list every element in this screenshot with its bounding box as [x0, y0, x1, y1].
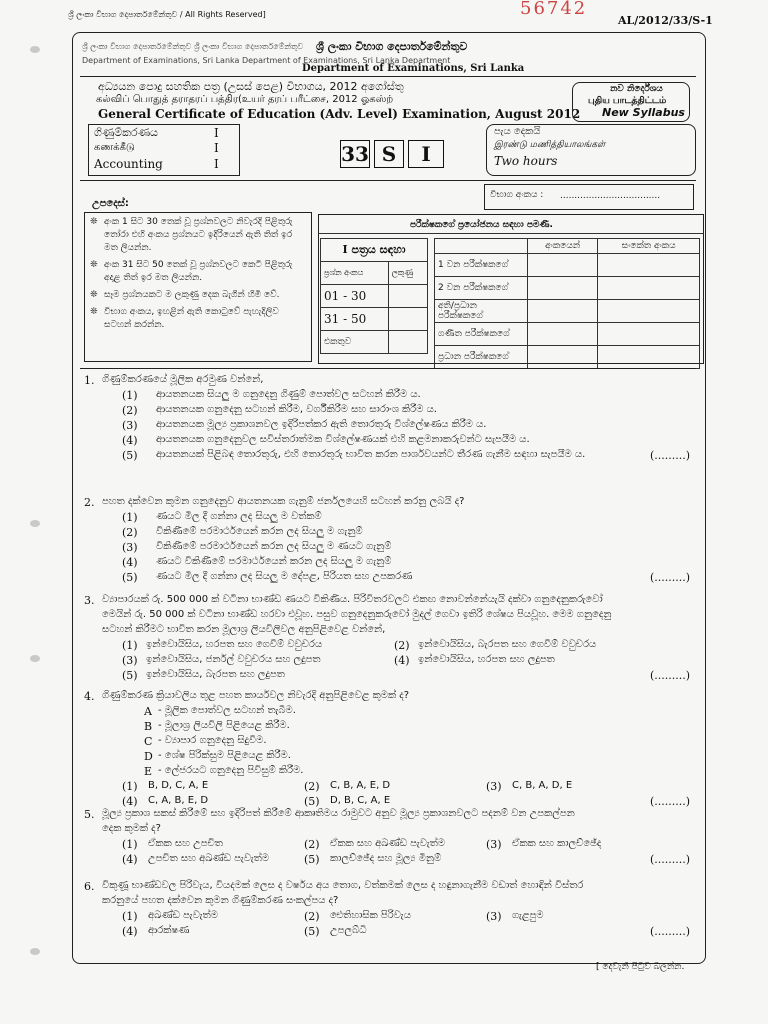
mark-cell[interactable] — [528, 300, 598, 323]
option-text[interactable]: ආයතනයක ගනුදෙනු සටහන් කිරීම, වර්ගීකිරීම සහ සාරාංශ කිරීම ය. — [156, 404, 437, 415]
option-key[interactable]: (5) — [304, 925, 320, 938]
duration-si: පැය දෙකයි — [494, 126, 541, 137]
statement-text: - ලේජරයට ගනුදෙනු පිවිසුම් කිරීම. — [158, 765, 304, 776]
total-label: එකතුව — [321, 331, 389, 354]
option-text[interactable]: විකිණීමේ පරමාර්ථයෙන් කරන ලද සියලු ම ගැනුම් — [156, 526, 363, 537]
examiner-signature-table — [434, 238, 700, 369]
option-text[interactable]: ණයට මිල දී ගන්නා ලද සියලු ම දේපළ, පිරියත සහ උපකරණ — [156, 571, 413, 582]
statement-text: - මූලික පොත්වල සටහන් තැබීම. — [158, 705, 296, 716]
subject-en: Accounting — [94, 157, 163, 171]
question-stem: කරනුයේ පහත දක්වෙන කුමන ගිණුම්කරණ සංකල්පය ද? — [102, 895, 339, 906]
examiner-role: 1 වන පරීක්ෂකගේ — [435, 254, 528, 277]
syllabus-si: නව නිර්දේශය — [610, 84, 663, 94]
option-text[interactable]: ඉන්වොයිසිය, බැරපත සහ ගෙවීම් වවුචරය — [418, 639, 597, 650]
answer-blank[interactable]: (.........) — [650, 925, 691, 938]
option-key[interactable]: (2) — [304, 838, 320, 851]
option-text[interactable]: ණයට මිල දී ගන්නා ලද සියලු ම වත්කම් — [156, 511, 322, 522]
option-text[interactable]: D, B, C, A, E — [330, 795, 391, 806]
code-cell[interactable] — [598, 323, 700, 346]
option-key[interactable]: (4) — [122, 556, 138, 569]
department-si: ශ්‍රී ලංකා විභාග දෙපාර්තමේන්තුව — [316, 40, 468, 53]
mark-cell[interactable] — [528, 346, 598, 369]
paper-numeral: I — [214, 157, 219, 171]
option-text[interactable]: C, B, A, E, D — [330, 780, 391, 791]
option-key[interactable]: (5) — [122, 669, 138, 682]
option-key[interactable]: (3) — [122, 541, 138, 554]
col-marks: ලකුණු — [388, 262, 427, 285]
option-key[interactable]: (5) — [122, 571, 138, 584]
question-number: 4. — [84, 690, 95, 703]
option-key[interactable]: (5) — [304, 853, 320, 866]
col-question-no: ප්‍රශ්න අංකය — [321, 262, 389, 285]
option-key[interactable]: (4) — [122, 853, 138, 866]
option-text[interactable]: ආයතනයක ගනුදෙනුවල සවිස්තරාත්මක විශ්ලේෂණයක් එහි කළමනාකරුවන්ට සැපයීම ය. — [156, 434, 530, 445]
question-number: 3. — [84, 594, 95, 607]
option-text[interactable]: ණයට විකිණීමේ පරමාර්ථයෙන් කරන ලද සියලු ම ගැනුම් — [156, 556, 392, 567]
option-text[interactable]: ආරක්ෂණ — [148, 925, 190, 936]
option-text[interactable]: C, B, A, D, E — [512, 780, 573, 791]
code-box-subject: 33 — [341, 142, 369, 166]
option-text[interactable]: උපලබ්ධි — [330, 925, 367, 936]
option-text[interactable]: ඒකක සහ අඛණ්ඩ පැවැත්ම — [330, 838, 446, 849]
turn-over-note: [ දෙවැනි පිටුව බලන්න. — [596, 962, 685, 972]
code-cell[interactable] — [598, 277, 700, 300]
option-text[interactable]: ඉන්වොයිසිය, ජර්නල් වවුචරය සහ ලදුපත — [146, 654, 321, 665]
option-key[interactable]: (2) — [394, 639, 410, 652]
option-key[interactable]: (3) — [122, 654, 138, 667]
binder-hole — [30, 655, 40, 662]
option-key[interactable]: (4) — [122, 434, 138, 447]
option-text[interactable]: උපචිත සහ අඛණ්ඩ පැවැත්ම — [148, 853, 270, 864]
option-key[interactable]: (3) — [122, 419, 138, 432]
option-text[interactable]: ආයතනයක මූල්‍ය ප්‍රකාශනවල ඉදිරිපත්කර ඇති තොරතුරු විශ්ලේෂණය කිරීම ය. — [156, 419, 487, 430]
examiner-role: අති/ප්‍රධාන පරීක්ෂකගේ — [435, 300, 528, 323]
code-box-stream: S — [374, 140, 404, 168]
examiner-panel-title: පරීක්ෂකගේ ප්‍රයෝජනය සඳහා පමණි. — [410, 220, 553, 230]
instruction-item: ❊ අංක 31 සිට 50 තෙක් වූ ප්‍රශ්නවලට කෙටි පිළිතුරු අදාළ තිත් ඉර මත ලියන්න. — [90, 260, 293, 283]
binder-hole — [30, 948, 40, 955]
option-key[interactable]: (1) — [122, 780, 138, 793]
option-text[interactable]: ඒකක සහ කාලච්ඡේද — [512, 838, 602, 849]
divider — [80, 180, 696, 181]
option-text[interactable]: ඉන්වොයිසිය, බැරපත සහ ලදුපත — [146, 669, 285, 680]
binder-hole — [30, 46, 40, 53]
question-stem: ගිණුම්කරණ ක්‍රියාවලිය තුළ පහත කාර්යවල නිවැරදි අනුපිළිවෙළ කුමක් ද? — [102, 690, 410, 701]
option-text[interactable]: අඛණ්ඩ පැවැත්ම — [148, 910, 218, 921]
divider — [80, 368, 696, 369]
option-key[interactable]: (3) — [486, 838, 502, 851]
total-cell[interactable] — [388, 331, 427, 354]
answer-blank[interactable]: (.........) — [650, 795, 691, 808]
option-key[interactable]: (1) — [122, 910, 138, 923]
option-text[interactable]: ඉන්වොයිසිය, හරපත සහ ලදුපත — [418, 654, 555, 665]
option-key[interactable]: (5) — [304, 795, 320, 808]
option-key[interactable]: (1) — [122, 389, 138, 402]
statement-letter: C — [144, 735, 153, 748]
statement-letter: B — [144, 720, 153, 733]
watermark-line: Department of Examinations, Sri Lanka Department of Examinations, Sri Lanka Department — [82, 56, 451, 65]
answer-blank[interactable]: (.........) — [650, 571, 691, 584]
option-text[interactable]: කාලච්ඡේද සහ මූල්‍ය මිනුම් — [330, 853, 442, 864]
binder-hole — [30, 520, 40, 527]
option-key[interactable]: (4) — [122, 795, 138, 808]
syllabus-ta: புதிய பாடத்திட்டம் — [588, 96, 667, 106]
option-text[interactable]: ඓතිහාසික පිරිවැය — [330, 910, 411, 921]
marks-cell[interactable] — [388, 285, 427, 308]
option-key[interactable]: (2) — [304, 780, 320, 793]
question-stem: පහත දක්වෙන කුමන ගනුදෙනුව ආයතනයක ගැනුම් ජර්නලයෙහි සටහන් කරනු ලබයි ද? — [102, 496, 465, 507]
subject-si: ගිණුම්කරණය — [94, 126, 158, 139]
question-stem: දෙක කුමක් ද? — [102, 823, 161, 834]
index-number-dots: ................................... — [560, 191, 661, 201]
page-serial: 56742 — [520, 0, 588, 19]
option-text[interactable]: ඒකක සහ උපචිත — [148, 838, 223, 849]
examiner-role: ගණිත පරීක්ෂකගේ — [435, 323, 528, 346]
option-key[interactable]: (2) — [122, 526, 138, 539]
option-key[interactable]: (3) — [486, 910, 502, 923]
exam-title-en: General Certificate of Education (Adv. Level) Examination, August 2012 — [98, 107, 581, 121]
examiner-role: ප්‍රධාන පරීක්ෂකගේ — [435, 346, 528, 369]
index-number-label: විභාග අංකය : — [490, 190, 544, 200]
question-stem: සටහන් කිරීමට භාවිත කරන මූලාශ්‍ර ලියවිලිවල අනුපිළිවෙළ වන්නේ, — [102, 624, 386, 635]
option-key[interactable]: (3) — [486, 780, 502, 793]
statement-letter: E — [144, 765, 153, 778]
option-key[interactable]: (4) — [122, 925, 138, 938]
option-text[interactable]: C, A, B, E, D — [148, 795, 209, 806]
instruction-item: ❊ විභාග අංකය, ඉහළින් ඇති කොටුවේ පැහැදිලිව සටහන් කරන්න. — [90, 307, 279, 330]
marks-summary-table — [320, 238, 428, 354]
paper-code: AL/2012/33/S-1 — [618, 14, 713, 27]
col-code-number: සංකේත අංකය — [598, 239, 700, 254]
answer-blank[interactable]: (.........) — [650, 853, 691, 866]
question-stem: මෙයින් රු. 50 000 ක් වටිනා භාණ්ඩ හරවා එවූහ. පසුව ගනුදෙනුකරුවෝ මුදල් ගෙවා ඉතිරි ශේෂය පියවූහ. මෙම ගනුදෙනු — [102, 609, 612, 620]
col-in-numbers: අංකයෙන් — [528, 239, 598, 254]
option-text[interactable]: විකිණීමේ පරමාර්ථයෙන් කරන ලද සියලු ම ණයට ගැනුම් — [156, 541, 392, 552]
divider — [318, 233, 704, 234]
statement-text: - ශේෂ පිරික්සුම පිළියෙළ කිරීම. — [158, 750, 291, 761]
question-number: 1. — [84, 374, 95, 387]
department-en: Department of Examinations, Sri Lanka — [302, 63, 525, 74]
mark-cell[interactable] — [528, 323, 598, 346]
divider — [80, 76, 696, 77]
option-key[interactable]: (2) — [304, 910, 320, 923]
question-number: 6. — [84, 880, 95, 893]
option-key[interactable]: (1) — [122, 838, 138, 851]
option-text[interactable]: ආයතනයක සියලු ම ගනුදෙනු ගිණුම් පොත්වල සටහන් කිරීම ය. — [156, 389, 421, 400]
subject-ta: கணக்கீடு — [94, 142, 135, 153]
duration-en: Two hours — [494, 154, 558, 168]
option-key[interactable]: (1) — [122, 511, 138, 524]
instructions-list — [90, 216, 304, 332]
paper-numeral: I — [214, 126, 219, 140]
option-text[interactable]: ආයතනයක් පිළිබඳ තොරතුරු, එහි තොරතුරු භාවිත කරන පාර්ශවයන්ට තීරණ ගැනීම සඳහා සැපයීම ය. — [156, 449, 586, 460]
option-key[interactable]: (5) — [122, 449, 138, 462]
marks-cell[interactable] — [388, 308, 427, 331]
option-text[interactable]: B, D, C, A, E — [148, 780, 209, 791]
option-key[interactable]: (1) — [122, 639, 138, 652]
watermark-line: ශ්‍රී ලංකා විභාග දෙපාර්තමේන්තුව ශ්‍රී ලංකා විභාග දෙපාර්තමේන්තුව — [82, 42, 304, 51]
code-cell[interactable] — [598, 300, 700, 323]
statement-text: - ව්‍යාපාර ගනුදෙනු සිදුවීම. — [158, 735, 267, 746]
statement-letter: D — [144, 750, 153, 763]
statement-text: - මූලාශ්‍ර ලියවිලි පිළියෙළ කිරීම. — [158, 720, 290, 731]
rights-notice: ශ්‍රී ලංකා විභාග දෙපාර්තමේන්තුව / All Rights Reserved] — [68, 10, 266, 19]
paper-one-label: I පත්‍රය සඳහා — [321, 239, 428, 262]
mark-cell[interactable] — [528, 277, 598, 300]
paper-numeral: I — [214, 141, 219, 155]
instruction-item: ❊ අංක 1 සිට 30 තෙක් වූ ප්‍රශ්නවලට නිවැරදි පිළිතුරු තෝරා එහි අංකය ප්‍රශ්නයට ඉදිරියෙන් ඇති තිත් ඉර මත ලියන්න. — [90, 217, 293, 253]
instruction-item: ❊ සෑම ප්‍රශ්නයකට ම ලකුණු දෙක බැගින් හිමි වේ. — [90, 290, 280, 300]
option-text[interactable]: ඉන්වොයිසිය, හරපත සහ ගෙවීම් වවුචරය — [146, 639, 323, 650]
option-text[interactable]: ගැළපුම — [512, 910, 544, 921]
examiner-role: 2 වන පරීක්ෂකගේ — [435, 277, 528, 300]
question-stem: ව්‍යාපාරයක් රු. 500 000 ක් වටිනා භාණ්ඩ ණයට විකිණිය. පිරිවිතරවලට එකඟ නොවන්නේයැයි දක්වා ගනුදෙනුකරුවෝ — [102, 594, 603, 605]
answer-blank[interactable]: (.........) — [650, 669, 691, 682]
range-cell: 01 - 30 — [321, 285, 389, 308]
answer-blank[interactable]: (.........) — [650, 449, 691, 462]
range-cell: 31 - 50 — [321, 308, 389, 331]
question-stem: විකුණූ භාණ්ඩවල පිරිවැය, වියදමක් ලෙස ද වර්ෂය අය තොග, වත්කමක් ලෙස ද හඳුනාගැනීම වඩාත් හොඳින් විස්තර — [102, 880, 584, 891]
option-key[interactable]: (4) — [394, 654, 410, 667]
mark-cell[interactable] — [528, 254, 598, 277]
question-stem: මූල්‍ය ප්‍රකාශ සකස් කිරීමේ සහ ඉදිරිපත් කිරීමේ ආකෘතිමය රාමුවට අනුව මූල්‍ය ප්‍රකාශනවලට පදනම් වන උපකල්පන — [102, 808, 575, 819]
code-cell[interactable] — [598, 346, 700, 369]
exam-title-ta: கல்விப் பொதுத் தராதரப் பத்திர(உயர் தரப் பரீட்சை, 2012 ஓகஸ்ற் — [96, 94, 394, 105]
code-cell[interactable] — [598, 254, 700, 277]
question-stem: ගිණුම්කරණයේ මූලික අරමුණ වන්නේ, — [102, 374, 264, 385]
statement-letter: A — [144, 705, 152, 718]
question-number: 5. — [84, 808, 95, 821]
instructions-title: උපදෙස්: — [92, 198, 129, 209]
code-box-paper: I — [408, 140, 444, 168]
option-key[interactable]: (2) — [122, 404, 138, 417]
syllabus-en: New Syllabus — [602, 106, 685, 119]
question-number: 2. — [84, 496, 95, 509]
duration-ta: இரண்டு மணித்தியாலங்கள் — [494, 140, 606, 150]
exam-title-si: අධ්‍යයන පොදු සහතික පත්‍ර (උසස් පෙළ) විභාගය, 2012 අගෝස්තු — [98, 80, 404, 93]
